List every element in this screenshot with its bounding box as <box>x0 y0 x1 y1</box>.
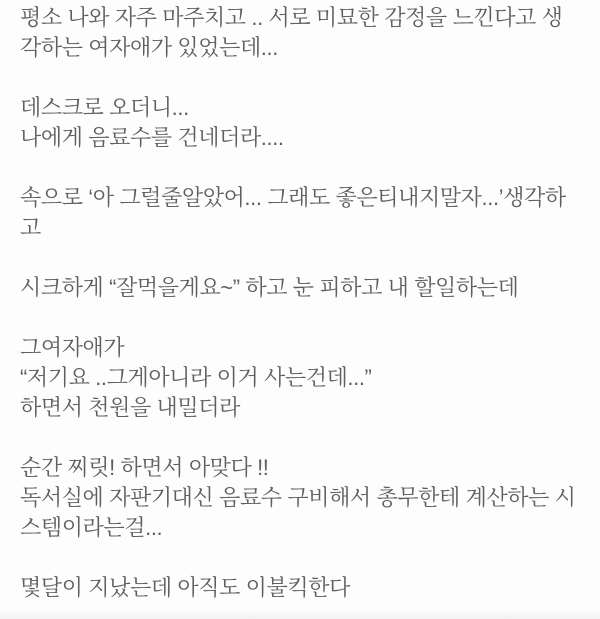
paragraph-realization: 순간 찌릿! 하면서 아맞다 !! 독서실에 자판기대신 음료수 구비해서 총무한테 계산하는 시 스템이라는걸... <box>20 455 576 540</box>
paragraph-ending: 몇달이 지났는데 아직도 이불킥한다 <box>20 575 350 600</box>
paragraph-inner-thought: 속으로 ‘아 그럴줄알았어... 그래도 좋은티내지말자...’생각하 고 <box>20 185 566 240</box>
paragraph-intro: 평소 나와 자주 마주치고 .. 서로 미묘한 감정을 느낀다고 생 각하는 여자애가 있었는데... <box>20 5 563 60</box>
paragraph-girl-says: 그여자애가 “저기요 ..그게아니라 이거 사는건데...” 하면서 천원을 내밀더라 <box>20 335 372 420</box>
paragraph-desk: 데스크로 오더니... 나에게 음료수를 건네더라.... <box>20 95 284 150</box>
paragraph-chic-reply: 시크하게 “잘먹을게요~” 하고 눈 피하고 내 할일하는데 <box>20 275 519 300</box>
